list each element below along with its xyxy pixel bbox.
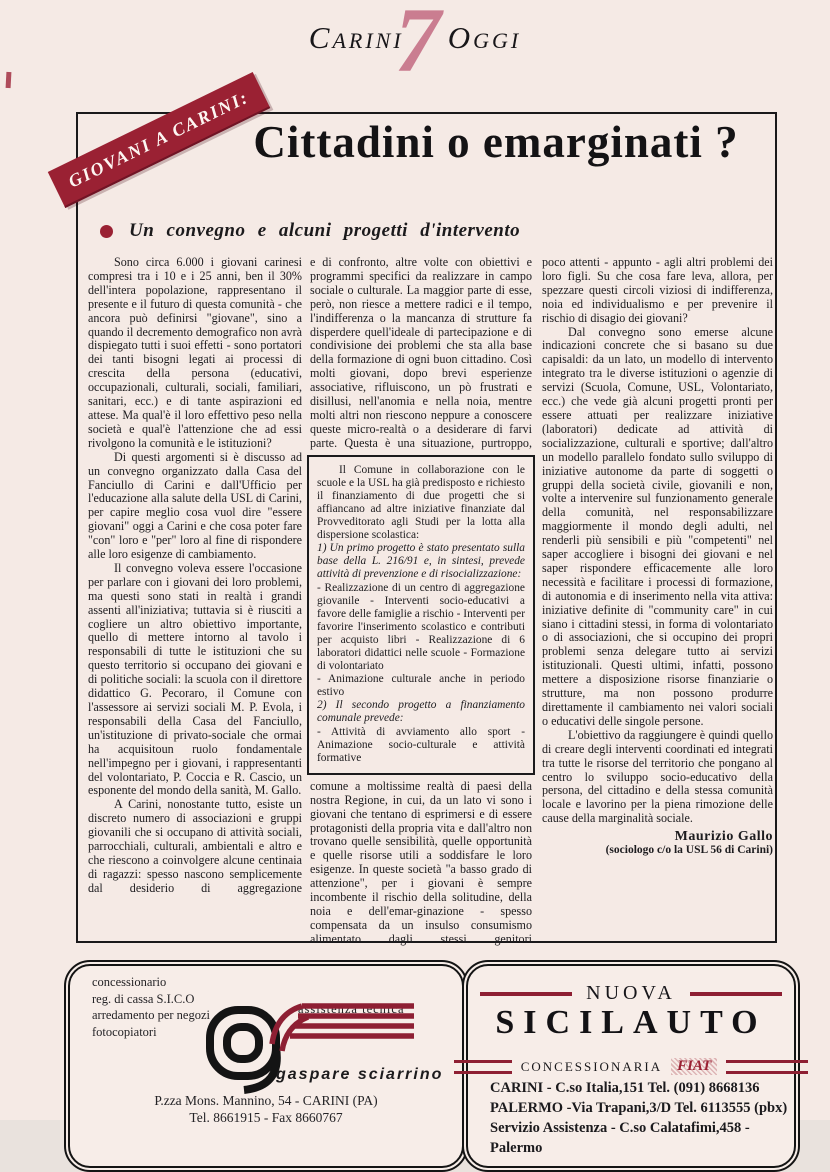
- article-title: Cittadini o emarginati ?: [253, 117, 739, 167]
- author-note: (sociologo c/o la USL 56 di Carini): [605, 844, 773, 857]
- ad-right-address: [490, 1078, 794, 1158]
- paragraph: e di confronto, altre volte con obiettivi e programmi specifici da realizzare in campo sociale o culturale. La maggior parte di esse, però, non riesce a mettere radici e il tempo, l'indifferenza o la mancanza di strutture fa disperdere quell'ideale di partecipazione e di condivisione dei problemi che sta alla base della formazione di ogni buon cittadino. Così molti giovani, dopo brevi esperienze associative, rifluiscono, un pò frustrati e disillusi, nell'anomia e nella noia, mentre molti altri non riescono neppure a conoscere queste micro-realtà o a desiderare di farvi parte. Questa è una situazione, purtroppo,: [310, 255, 532, 450]
- paragraph: Il convegno voleva essere l'occasione per parlare con i giovani dei loro problemi, ma questi sono stati in realtà i grandi assenti all'iniziativa; tuttavia si è riusciti a cogliere un altro obiettivo importante, quello di mettere intorno al tavolo i responsabili di tutte le istituzioni che su questo territorio si occupano dei giovani e di politiche sociali: la scuola con il direttore didattico G. Pecoraro, il Comune con l'assessore ai servizi sociali M. P. Evola, i responsabili della Casa del Fanciullo, un'istituzione di privato-sociale che ormai ha acquisitoun ruolo fondamentale nell'impegno per i giovani, i rappresentanti del volontariato, P. Coccia e R. Cascio, un esponente del mondo della sanità, M. Gallo.: [88, 560, 302, 798]
- ad-nuova-sicilauto: [462, 960, 800, 1172]
- ad-left-service-line: concessionario: [92, 975, 167, 989]
- article-subtitle: [100, 220, 560, 242]
- author-block: [542, 830, 773, 858]
- box-paragraph: - Realizzazione di un centro di aggregazione giovanile - Interventi socio-educativi a favore delle famiglie a rischio - Interventi per favorire l'inserimento scolastico e contributi per acquisto libri - Realizzazione di 6 laboratori didattici nelle scuole - Formazione di volontariato: [317, 581, 525, 673]
- ad-left-service-line: reg. di cassa S.I.C.O: [92, 991, 195, 1006]
- paragraph: L'obiettivo da raggiungere è quindi quello di creare degli interventi coordinati ed integrati tra tutte le risorse del territorio che pongano al centro lo sviluppo socio-educativo della persona, del cittadino e della stessa comunità locale e lavorino per la piena rimozione delle cause della marginalità sociale.: [542, 727, 773, 826]
- box-paragraph: 2) Il secondo progetto a finanziamento comunale prevede:: [317, 699, 525, 725]
- ad-left-service-line: fotocopiatori: [92, 1024, 157, 1039]
- box-paragraph: - Animazione culturale anche in periodo estivo: [317, 673, 525, 699]
- masthead-word-carini: Carini: [308, 20, 404, 55]
- ad-left-address-line: P.zza Mons. Mannino, 54 - CARINI (PA): [154, 1093, 378, 1108]
- ribbon-label: GIOVANI A CARINI:: [64, 86, 252, 192]
- ad-right-concessionaria-row: [468, 1058, 794, 1075]
- column-1: [88, 256, 302, 896]
- masthead-seven-numeral: 7: [394, 0, 441, 91]
- box-paragraph: 1) Un primo progetto è stato presentato sulla base della L. 216/91 e, in sintesi, prevede attività di prevenzione e di risocializzazione:: [317, 542, 525, 581]
- ad-right-nuova-label: NUOVA: [586, 982, 676, 1004]
- ad-right-dealer-name: SICILAUTO: [495, 1004, 767, 1041]
- projects-inset-box: [307, 455, 535, 775]
- paragraph: comune a moltissime realtà di paesi della nostra Regione, in cui, da un lato vi sono i giovani che tentano di esprimersi e di essere protagonisti della propria vita e dall'altro non trovano quelle sensibilità, quelle opportunità e quelle risorse utili a soddisfare le loro esigenze. In queste società "a basso grado di attenzione", per i giovani è sempre incombente il rischio della solitudine, della noia e dell'emar-ginazione - spesso compensata da un insulso consumismo alimentato dagli stessi genitori: [310, 778, 532, 946]
- ad-left-address: [70, 1092, 462, 1126]
- ad-right-address-line: CARINI - C.so Italia,151 Tel. (091) 8668136: [490, 1080, 760, 1096]
- paragraph: Dal convegno sono emerse alcune indicazioni concrete che si basano su due capisaldi: da un lato, un modello di intervento integrato tra le diverse istituzioni o agenzie di servizi (Scuola, Comune, USL, Volontariato, ecc.) che vede già alcuni progetti pronti per essere attuati per realizzare iniziative (laboratori) dedicate ad attività di socializzazione, culturali e sportive; dall'altro un modello parallelo fondato sullo sviluppo di iniziative autonome da parte di soggetti o gruppi della società civile, giovanili e non, volte a intervenire sul funzionamento generale della comunità, nel responsabilizzare maggiormente il mondo degli adulti, nel renderli più sensibili e più "competenti" nel saper accogliere i bisogni dei giovani e nel saper rispondere efficacemente alle loro necessità e facilitare i processi di formazione, di autonomia e di inserimento nella vita attiva: iniziative definite di "community care" in cui siano i cittadini stessi, in forma di volontariato o di associazioni, che si occupino dei propri problemi senza delegare tutto ai servizi istituzionali. Questi ultimi, infatti, possono mettere a disposizione risorse finanziarie o strutture, ma non possono produrre direttamente il cambiamento nei valori sociali o educativi delle singole persone.: [542, 324, 773, 728]
- box-paragraph: Il Comune in collaborazione con le scuole e la USL ha già predisposto e richiesto il finanziamento di due progetti che si affiancano ad altre iniziative finanziate dal Provveditorato agli Studi per la lotta alla dispersione scolastica:: [317, 463, 525, 542]
- ad-right-concessionaria-label: CONCESSIONARIA: [520, 1058, 663, 1074]
- paragraph: Di questi argomenti si è discusso ad un convegno organizzato dalla Casa del Fanciullo di Carini e dall'Ufficio per l'educazione alla salute della USL di Carini, per capire meglio cosa vuol dire "essere giovani" oggi a Carini e che cosa poter fare "con" loro e "per" loro al fine di rispondere alle loro esigenze di cambiamento.: [88, 449, 302, 562]
- red-rule: [690, 992, 782, 996]
- ad-left-service-line: arredamento per negozi: [92, 1008, 210, 1022]
- ad-right-address-line: PALERMO -Via Trapani,3/D Tel. 6113555 (pbx): [490, 1100, 788, 1116]
- ad-right-address-line: Servizio Assistenza - C.so Calatafimi,458 - Palermo: [490, 1120, 750, 1156]
- paragraph: Sono circa 6.000 i giovani carinesi compresi tra i 10 e i 25 anni, ben il 30% dell'intera popolazione, rappresentano il presente e il futuro di questa comunità - che ancora può definirsi "giovane", sino a quando il decremento demografico non avrà dispiegato tutti i suoi effetti - sono portatori dei tanti bisogni legati ai processi di crescita della persona (educativi, occupazionali, culturali, sociali, familiari, sanitari, ecc.) e di tante aspirazioni ed attese. Ma qual'è il loro effettivo peso nella società e qual'è l'attenzione che ad essi rivolgono la comunità e le istituzioni?: [88, 255, 302, 450]
- fiat-logo: FIAT: [671, 1058, 717, 1075]
- double-red-rule: [454, 1060, 512, 1074]
- paragraph: A Carini, nonostante tutto, esiste un discreto numero di associazioni e gruppi giovanili che si occupano di attività sociali, parrocchiali, culturali, ambientali e altro e che riescono a coinvolgere alcune centinaia di ragazzi: spesso nascono semplicemente dal desiderio di aggregazione: [88, 797, 302, 895]
- masthead-word-oggi: Oggi: [447, 20, 522, 55]
- box-paragraph: - Attività di avviamento allo sport - Animazione socio-culturale e attività formative: [317, 725, 525, 764]
- red-rule: [480, 992, 572, 996]
- bullet-icon: [100, 225, 113, 238]
- ad-left-brand-name: gaspare sciarrino: [276, 1066, 444, 1083]
- masthead-logo: [299, 0, 531, 91]
- author-name: Maurizio Gallo: [674, 829, 773, 845]
- ad-left-address-line: Tel. 8661915 - Fax 8660767: [189, 1110, 343, 1125]
- column-3: [542, 256, 773, 858]
- double-red-rule: [726, 1060, 808, 1074]
- masthead: [0, 0, 830, 110]
- paragraph: poco attenti - appunto - agli altri problemi dei loro figli. Su che cosa fare leva, allora, per spezzare questi circoli viziosi di indifferenza, noia ed individualismo e per prevenire il rischio di disagio dei giovani?: [542, 255, 773, 325]
- ad-gaspare-sciarrino: [64, 960, 468, 1172]
- ad-right-nuova-row: [468, 982, 794, 1005]
- column-2: [310, 256, 532, 947]
- subtitle-text: Un convegno e alcuni progetti d'intervento: [129, 220, 521, 241]
- ad-left-assistenza-label: assistenza tecnica: [298, 1002, 405, 1016]
